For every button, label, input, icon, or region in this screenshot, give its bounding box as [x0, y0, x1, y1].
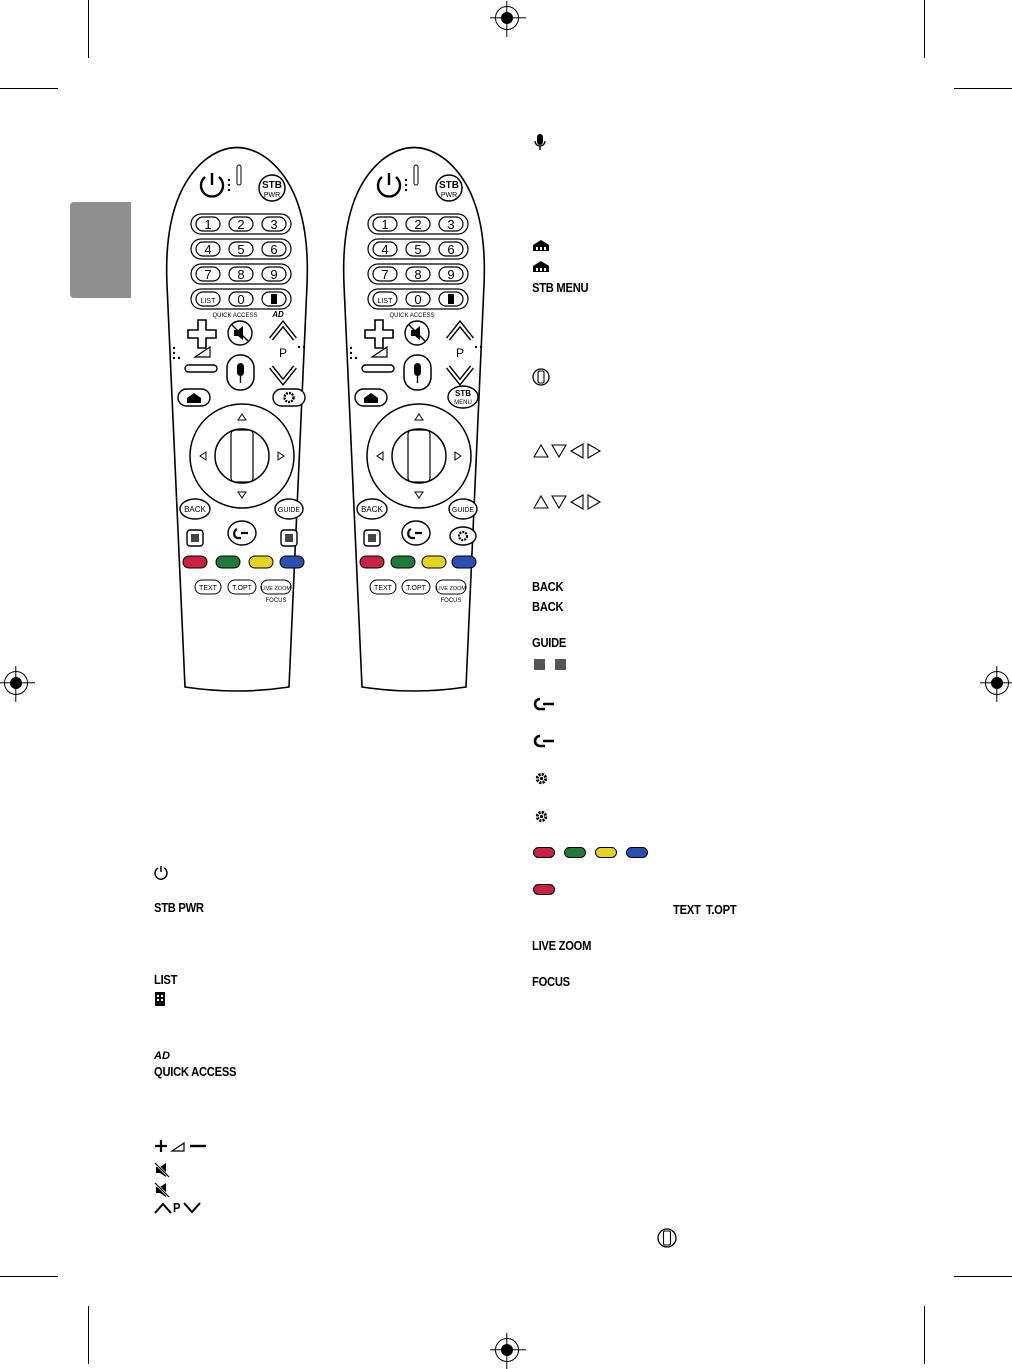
green-button[interactable] — [391, 556, 415, 568]
stb-menu-label: STB MENU — [532, 280, 589, 295]
svg-text:LIVE ZOOM: LIVE ZOOM — [261, 586, 291, 592]
digit-4-button[interactable]: 4 — [204, 242, 212, 257]
digit-4-button[interactable]: 4 — [381, 242, 389, 257]
power-icon — [154, 864, 168, 880]
mute-icon[interactable] — [405, 321, 429, 345]
svg-text:GUIDE: GUIDE — [451, 507, 475, 514]
crop-mark — [0, 1276, 58, 1277]
red-button[interactable] — [360, 556, 384, 568]
registration-mark-icon — [4, 671, 28, 695]
focus-label: FOCUS — [440, 598, 462, 604]
mute-icon — [154, 1162, 170, 1178]
stb-pwr-button[interactable] — [436, 175, 462, 201]
digit-6-button[interactable]: 6 — [270, 242, 278, 257]
topt-button[interactable] — [228, 580, 256, 594]
quick-access-label: QUICK ACCESS — [389, 313, 435, 319]
yellow-key-icon — [595, 847, 617, 858]
digit-1-button[interactable]: 1 — [381, 217, 389, 232]
guide-button[interactable] — [449, 499, 477, 519]
svg-text:T.OPT: T.OPT — [406, 585, 426, 592]
settings-icon — [534, 809, 549, 824]
guide-button[interactable] — [275, 499, 303, 519]
registration-mark-icon — [985, 671, 1009, 695]
digit-5-button[interactable]: 5 — [237, 242, 245, 257]
crop-mark — [0, 88, 58, 89]
digit-7-button[interactable]: 7 — [381, 267, 389, 282]
svg-text:MENU: MENU — [454, 400, 472, 406]
channel-down-icon — [183, 1201, 201, 1215]
svg-text:GUIDE: GUIDE — [277, 507, 301, 514]
stb-pwr-label: STB PWR — [154, 900, 204, 915]
settings-button[interactable] — [273, 389, 305, 406]
red-key-icon — [533, 884, 555, 895]
home-button[interactable] — [355, 389, 387, 406]
svg-text:STB: STB — [262, 180, 282, 191]
crop-mark — [924, 0, 925, 58]
svg-text:PWR: PWR — [263, 192, 281, 199]
yellow-button[interactable] — [422, 556, 446, 568]
red-button[interactable] — [183, 556, 207, 568]
back-button[interactable] — [357, 499, 387, 519]
input-icon — [533, 697, 555, 711]
square-button-icon — [555, 659, 566, 670]
p-label: P — [173, 1200, 181, 1215]
topt-button[interactable] — [402, 580, 430, 594]
microphone-button[interactable] — [227, 355, 254, 390]
settings-button[interactable] — [450, 527, 476, 545]
back-label: BACK — [532, 579, 564, 594]
digit-3-button[interactable]: 3 — [447, 217, 455, 232]
wheel-icon — [532, 368, 550, 386]
settings-icon — [534, 771, 549, 786]
registration-mark-icon — [495, 1338, 519, 1362]
svg-text:BACK: BACK — [184, 505, 206, 514]
digit-2-button[interactable]: 2 — [237, 217, 245, 232]
quick-access-label: QUICK ACCESS — [212, 313, 258, 319]
svg-text:AD: AD — [154, 1050, 170, 1061]
svg-text:T.OPT: T.OPT — [232, 585, 252, 592]
back-button[interactable] — [180, 499, 210, 519]
svg-text:BACK: BACK — [361, 505, 383, 514]
square-button-icon — [534, 659, 545, 670]
home-icon — [532, 260, 550, 273]
digit-1-button[interactable]: 1 — [204, 217, 212, 232]
digit-8-button[interactable]: 8 — [414, 267, 422, 282]
topt-label: T.OPT — [706, 902, 737, 917]
svg-text:PWR: PWR — [440, 192, 458, 199]
digit-6-button[interactable]: 6 — [447, 242, 455, 257]
svg-text:LIVE ZOOM: LIVE ZOOM — [436, 586, 466, 592]
green-key-icon — [564, 847, 586, 858]
digit-7-button[interactable]: 7 — [204, 267, 212, 282]
list-label: LIST — [154, 972, 178, 987]
home-icon — [532, 239, 550, 252]
wheel-icon[interactable] — [190, 404, 294, 508]
live-zoom-button[interactable] — [436, 580, 466, 594]
svg-text:TEXT: TEXT — [374, 585, 392, 592]
home-button[interactable] — [178, 389, 210, 406]
list-menu-icon[interactable] — [271, 294, 277, 304]
stb-menu-button[interactable] — [448, 386, 478, 408]
live-zoom-label: LIVE ZOOM — [532, 938, 592, 953]
arrow-icons — [532, 442, 602, 460]
live-zoom-button[interactable] — [261, 580, 291, 594]
volume-down-button[interactable] — [185, 365, 217, 372]
list-menu-icon[interactable] — [448, 294, 454, 304]
crop-mark — [954, 88, 1012, 89]
digit-5-button[interactable]: 5 — [414, 242, 422, 257]
input-icon — [533, 734, 555, 748]
digit-9-button[interactable]: 9 — [447, 267, 455, 282]
remote-drawing — [342, 135, 486, 691]
digit-0-button[interactable]: 0 — [237, 292, 245, 307]
list-button[interactable]: LIST — [200, 298, 216, 305]
svg-text:TEXT: TEXT — [199, 585, 217, 592]
registration-mark-icon — [495, 6, 519, 30]
digit-0-button[interactable]: 0 — [414, 292, 422, 307]
input-button[interactable] — [402, 521, 430, 545]
volume-icons — [154, 1139, 210, 1153]
p-label: P — [455, 346, 465, 360]
remote-control-2 — [342, 135, 486, 691]
volume-down-button[interactable] — [362, 365, 394, 372]
guide-label: GUIDE — [532, 635, 567, 650]
microphone-icon — [534, 134, 546, 151]
p-label: P — [278, 346, 288, 360]
arrow-icons — [532, 493, 602, 511]
ad-icon — [154, 1049, 178, 1061]
text-label: TEXT — [673, 902, 701, 917]
wheel-icon[interactable] — [367, 404, 471, 508]
digit-2-button[interactable]: 2 — [414, 217, 422, 232]
green-button[interactable] — [216, 556, 240, 568]
red-key-icon — [533, 847, 555, 858]
text-button[interactable] — [370, 580, 396, 594]
crop-mark — [954, 1276, 1012, 1277]
digit-3-button[interactable]: 3 — [270, 217, 278, 232]
language-tab — [70, 202, 131, 298]
crop-mark — [924, 1306, 925, 1364]
stb-pwr-button[interactable] — [259, 175, 285, 201]
mute-icon[interactable] — [228, 321, 252, 345]
list-button[interactable]: LIST — [377, 298, 393, 305]
wheel-icon — [657, 1228, 677, 1248]
blue-key-icon — [626, 847, 648, 858]
crop-mark — [88, 0, 89, 58]
yellow-button[interactable] — [249, 556, 273, 568]
remote-drawing — [165, 135, 309, 691]
svg-text:STB: STB — [439, 180, 459, 191]
digit-8-button[interactable]: 8 — [237, 267, 245, 282]
focus-label: FOCUS — [265, 598, 287, 604]
quick-access-label: QUICK ACCESS — [154, 1064, 237, 1079]
list-menu-icon — [154, 991, 166, 1007]
blue-button[interactable] — [452, 556, 476, 568]
blue-button[interactable] — [280, 556, 304, 568]
back-label: BACK — [532, 599, 564, 614]
crop-mark — [88, 1306, 89, 1364]
input-button[interactable] — [228, 521, 256, 545]
mute-icon — [154, 1182, 170, 1198]
microphone-button[interactable] — [404, 355, 431, 390]
focus-label: FOCUS — [532, 974, 570, 989]
svg-text:STB: STB — [455, 389, 471, 398]
remote-control-1 — [165, 135, 309, 691]
digit-9-button[interactable]: 9 — [270, 267, 278, 282]
text-button[interactable] — [195, 580, 221, 594]
ad-label: AD — [272, 310, 284, 319]
